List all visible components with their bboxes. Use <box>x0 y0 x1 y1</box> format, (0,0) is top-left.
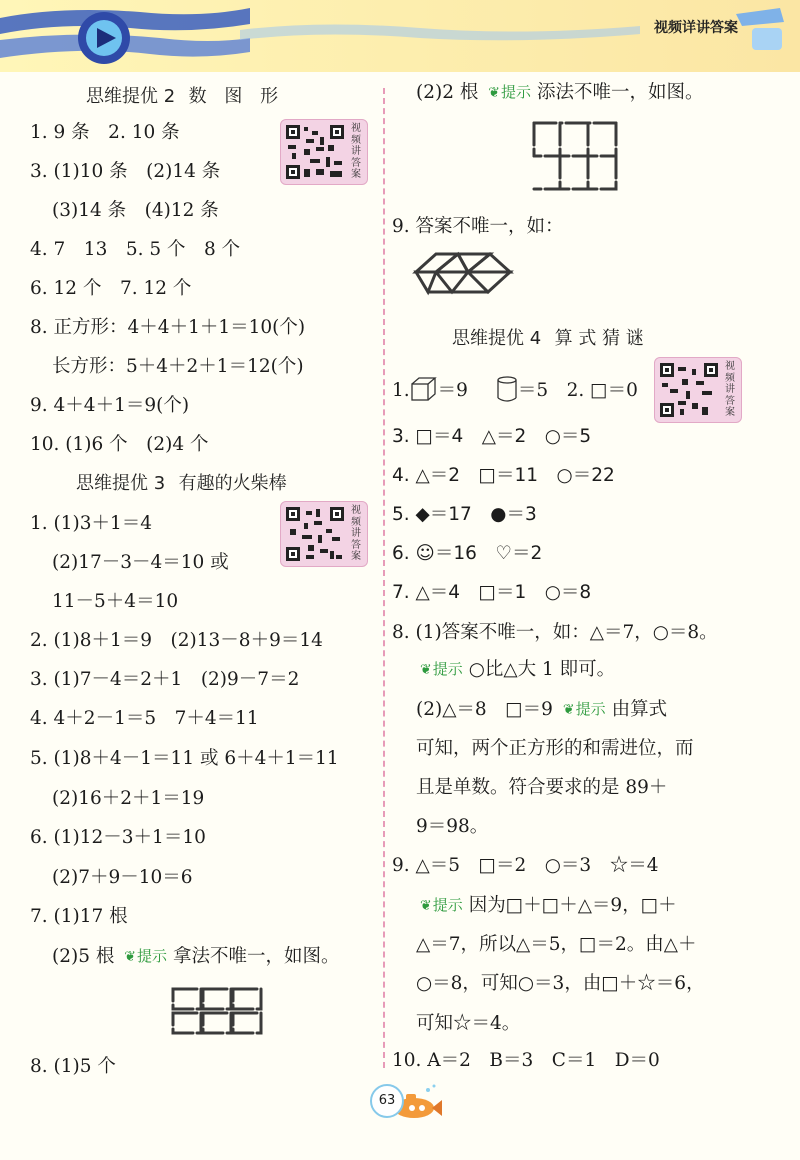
answer-line: (2)16＋2＋1＝19 <box>52 788 205 809</box>
answer-line: 8. 正方形：4＋4＋1＋1＝10(个) <box>30 317 306 338</box>
answer-line: 且是单数。符合要求的是 89＋ <box>416 777 668 798</box>
tip-badge: ❦提示 <box>420 896 463 914</box>
answer-line: 11－5＋4＝10 <box>52 591 179 612</box>
qr-label: 视频讲答案 <box>351 505 361 562</box>
answer-line: 1. (1)3＋1＝4 <box>30 513 153 534</box>
tip-badge: ❦提示 <box>488 83 531 101</box>
tip-badge: ❦提示 <box>420 660 463 678</box>
answer-line: 5. ◆＝17 ●＝3 <box>392 504 537 525</box>
answer-line: 6. ☺＝16 ♡＝2 <box>392 543 543 564</box>
answer-line: ○＝8，可知○＝3，由□＋☆＝6， <box>416 973 705 994</box>
cube-icon <box>410 377 438 401</box>
answer-line: (3)14 条 (4)12 条 <box>52 200 219 221</box>
answer-line: 7. △＝4 □＝1 ○＝8 <box>392 582 592 603</box>
leaf-icon: ❦ <box>488 85 500 101</box>
section-title-2: 思维提优 2 数 图 形 <box>86 86 285 107</box>
answer-line: 2. (1)8＋1＝9 (2)13－8＋9＝14 <box>30 630 323 651</box>
answer-line: 1. ＝9 ＝5 2. □＝0 <box>392 376 638 402</box>
qr-label: 视频讲答案 <box>725 361 735 418</box>
column-divider <box>383 88 385 1068</box>
tip-badge: ❦提示 <box>124 947 167 965</box>
answer-line: 3. (1)10 条 (2)14 条 <box>30 161 221 182</box>
answer-line: 9＝98。 <box>416 816 489 837</box>
header-banner <box>0 0 800 72</box>
answer-line: 8. (1)5 个 <box>30 1056 116 1077</box>
answer-line: (2)2 根 ❦提示 添法不唯一，如图。 <box>416 82 704 103</box>
answer-line: 1. 9 条 2. 10 条 <box>30 122 180 143</box>
answer-line: 可知，两个正方形的和需进位，而 <box>416 738 694 759</box>
qr-code[interactable] <box>280 119 368 185</box>
matchstick-figure-right <box>530 119 620 195</box>
answer-line: 4. 4＋2－1＝5 7＋4＝11 <box>30 708 259 729</box>
answer-line: 6. 12 个 7. 12 个 <box>30 278 192 299</box>
answer-line: 9. △＝5 □＝2 ○＝3 ☆＝4 <box>392 855 659 876</box>
header-title: 视频详讲答案 <box>654 20 738 36</box>
answer-line: (2)△＝8 □＝9 ❦提示 由算式 <box>416 699 668 720</box>
answer-line: ❦提示 因为□＋□＋△＝9，□＋ <box>420 895 677 916</box>
answer-line: (2)17－3－4＝10 或 <box>52 552 229 573</box>
section-title-4: 思维提优 4 算 式 猜 谜 <box>452 328 644 349</box>
answer-line: 9. 答案不唯一，如： <box>392 216 564 237</box>
leaf-icon: ❦ <box>562 702 575 718</box>
answer-line: 5. (1)8＋4－1＝11 或 6＋4＋1＝11 <box>30 748 339 769</box>
answer-line: 10. A＝2 B＝3 C＝1 D＝0 <box>392 1050 660 1071</box>
section-title-3: 思维提优 3 有趣的火柴棒 <box>76 473 287 494</box>
answer-line: 4. △＝2 □＝11 ○＝22 <box>392 465 615 486</box>
qr-label: 视频讲答案 <box>351 123 361 180</box>
page-footer <box>368 1082 448 1130</box>
answer-line: 10. (1)6 个 (2)4 个 <box>30 434 209 455</box>
answer-line: 3. □＝4 △＝2 ○＝5 <box>392 426 592 447</box>
answer-line: △＝7，所以△＝5，□＝2。由△＋ <box>416 934 697 955</box>
leaf-icon: ❦ <box>420 898 432 914</box>
answer-line: 长方形：5＋4＋2＋1＝12(个) <box>52 356 304 377</box>
tip-badge: ❦提示 <box>562 700 606 718</box>
answer-line: 8. (1)答案不唯一，如：△＝7，○＝8。 <box>392 622 718 643</box>
qr-code[interactable] <box>280 501 368 567</box>
answer-line: 可知☆＝4。 <box>416 1013 521 1034</box>
answer-line: (2)7＋9－10＝6 <box>52 867 193 888</box>
answer-line: 4. 7 13 5. 5 个 8 个 <box>30 239 241 260</box>
leaf-icon: ❦ <box>420 662 432 678</box>
answer-line: ❦提示 ○比△大 1 即可。 <box>420 659 616 680</box>
answer-line: 7. (1)17 根 <box>30 906 128 927</box>
leaf-icon: ❦ <box>124 949 136 965</box>
cylinder-icon <box>496 376 518 402</box>
answer-line: 6. (1)12－3＋1＝10 <box>30 827 206 848</box>
answer-line: 3. (1)7－4＝2＋1 (2)9－7＝2 <box>30 669 300 690</box>
answer-line: (2)5 根 ❦提示 拿法不唯一，如图。 <box>52 946 340 967</box>
qr-code[interactable] <box>654 357 742 423</box>
matchstick-triangles <box>410 250 516 300</box>
matchstick-figure-left <box>170 986 264 1036</box>
page-number: 63 <box>370 1084 404 1118</box>
answer-line: 9. 4＋4＋1＝9(个) <box>30 395 190 416</box>
